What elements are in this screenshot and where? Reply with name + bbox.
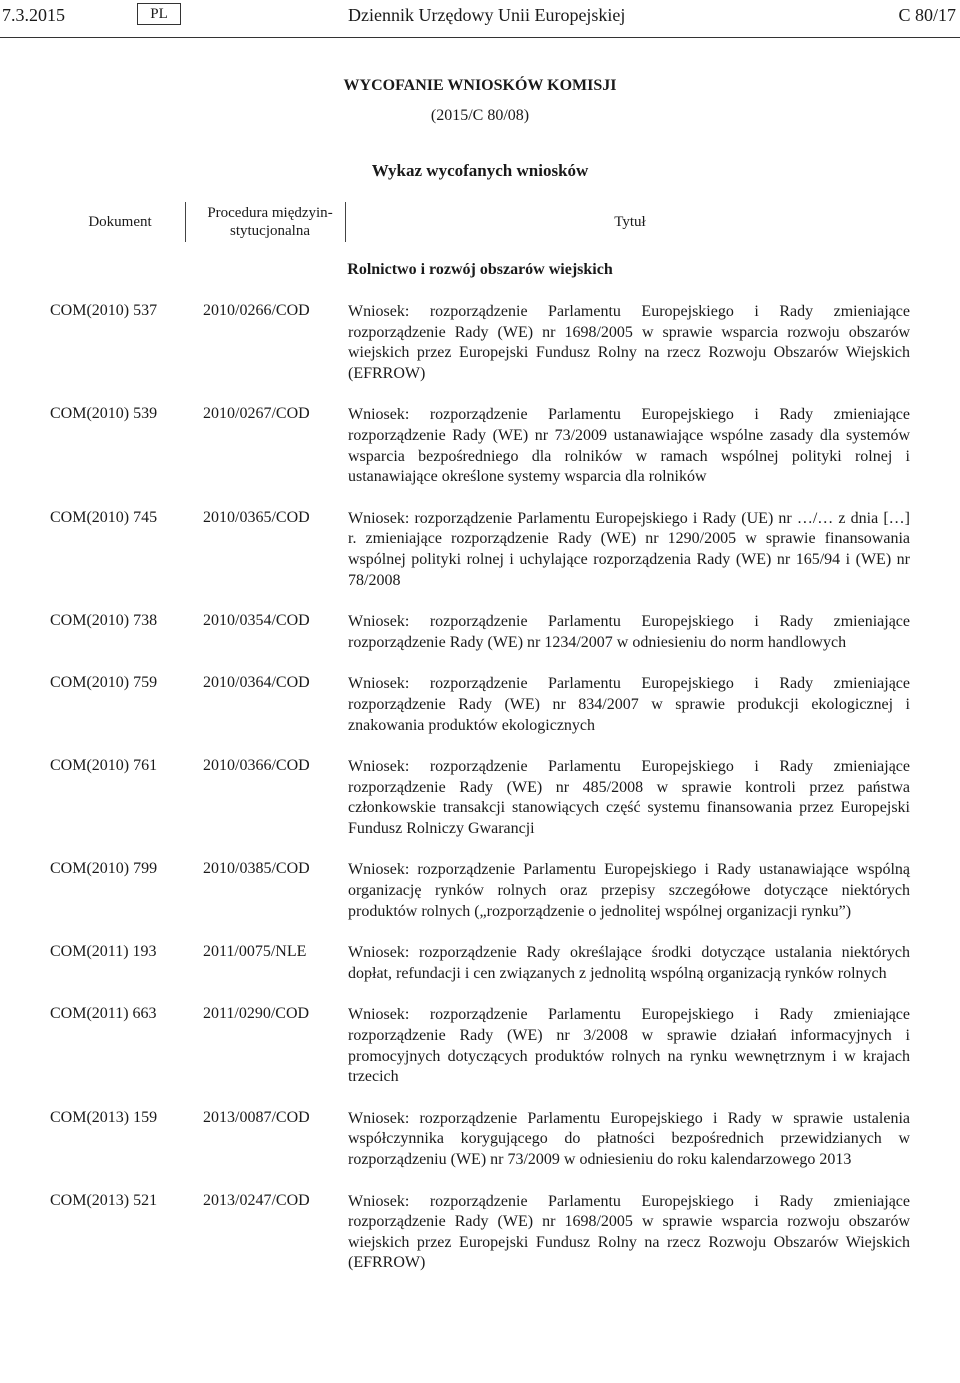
document-number: COM(2011) 193 [50,943,157,961]
proposal-title: Wniosek: rozporządzenie Parlamentu Europejskiego i Rady zmieniające rozporządzenie Rady (WE) nr 1234/2007 w odniesieniu do norm handlowych [348,613,910,651]
proposal-title: Wniosek: rozporządzenie Parlamentu Europejskiego i Rady zmieniające rozporządzenie Rady (WE) nr 3/2008 w sprawie działań informacyjnych i promocyjnych dotyczących produktów rolnych na rynku wewnętrznym i w krajach trzecich [348,1006,910,1086]
document-number: COM(2010) 759 [50,674,158,692]
table-row [0,674,960,736]
proposal-title: Wniosek: rozporządzenie Rady określające środki dotyczące ustalania niektórych dopłat, refundacji i cen związanych z jednolitą wspólną organizacją rynków rolnych [348,944,910,982]
language-badge: PL [137,3,181,25]
column-header-document: Dokument [88,214,152,230]
procedure-number: 2013/0087/COD [203,1108,310,1126]
procedure-number: 2010/0365/COD [203,508,310,526]
proposal-title: Wniosek: rozporządzenie Parlamentu Europejskiego i Rady zmieniające rozporządzenie Rady (WE) nr 834/2007 w sprawie produkcji ekologicznej i znakowania produktów ekologicznych [348,675,910,734]
table-row [0,1109,960,1171]
proposal-title: Wniosek: rozporządzenie Parlamentu Europejskiego i Rady (UE) nr …/… z dnia […] r. zmieniające rozporządzenie Rady (WE) nr 1290/2005 w sprawie finansowania wspólnej polityki rolnej i uchylające rozporządzenia Rady (WE) nr 165/94 i (WE) nr 78/2008 [348,509,910,589]
document-number: COM(2013) 521 [50,1191,158,1209]
document-number: COM(2010) 537 [50,302,158,319]
table-row [0,509,960,591]
procedure-number: 2011/0290/COD [203,1005,310,1023]
proposal-title: Wniosek: rozporządzenie Parlamentu Europejskiego i Rady zmieniające rozporządzenie Rady (WE) nr 485/2008 w sprawie kontroli przez państwa członkowskie transakcji stanowiących część systemu finansowania przez Europejski Fundusz Rolniczy Gwarancji [348,758,910,837]
procedure-number: 2010/0266/COD [203,302,310,319]
proposal-title: Wniosek: rozporządzenie Parlamentu Europejskiego i Rady zmieniające rozporządzenie Rady (WE) nr 73/2009 ustanawiające wspólne zasady dla systemów wsparcia bezpośredniego dla rolników w ramach wspólnej polityki rolnej i ustanawiające określone systemy wsparcia dla rolników [348,406,910,486]
document-number: COM(2010) 761 [50,757,158,775]
withdrawn-proposals-table [0,302,960,1274]
document-number: COM(2013) 159 [50,1108,158,1126]
section-heading: Rolnictwo i rozwój obszarów wiejskich [347,261,613,278]
journal-title: Dziennik Urzędowy Unii Europejskiej [348,5,626,25]
page-reference: C 80/17 [898,5,956,25]
header-divider [0,37,960,38]
proposal-title: Wniosek: rozporządzenie Parlamentu Europejskiego i Rady w sprawie ustalenia współczynnika korygującego do płatności bezpośrednich przewidzianych w rozporządzeniu (WE) nr 73/2009 w odniesieniu do roku kalendarzowego 2013 [348,1109,910,1168]
document-subtitle: Wykaz wycofanych wniosków [371,161,589,180]
table-row [0,757,960,839]
table-row [0,860,960,922]
procedure-number: 2010/0354/COD [203,612,310,630]
publication-date: 7.3.2015 [2,5,65,25]
procedure-number: 2010/0267/COD [203,405,310,423]
procedure-number: 2011/0075/NLE [203,943,307,961]
document-number: COM(2010) 745 [50,508,158,526]
procedure-number: 2010/0364/COD [203,674,310,692]
table-row [0,612,960,653]
page-header [0,0,960,44]
proposal-title: Wniosek: rozporządzenie Parlamentu Europejskiego i Rady zmieniające rozporządzenie Rady (WE) nr 1698/2005 w sprawie wsparcia rozwoju obszarów wiejskich przez Europejski Fundusz Rolny na rzecz Rozwoju Obszarów Wiejskich (EFRROW) [348,303,910,382]
column-header-procedure: Procedura międzyinstytucjonalna [207,205,333,239]
document-title: WYCOFANIE WNIOSKÓW KOMISJI [343,77,617,94]
procedure-number: 2013/0247/COD [203,1191,310,1209]
proposal-title: Wniosek: rozporządzenie Parlamentu Europejskiego i Rady zmieniające rozporządzenie Rady (WE) nr 1698/2005 w sprawie wsparcia rozwoju obszarów wiejskich przez Europejski Fundusz Rolny na rzecz Rozwoju Obszarów Wiejskich (EFRROW) [348,1192,910,1272]
document-number: COM(2010) 799 [50,860,158,878]
column-divider [345,202,346,242]
table-row [0,1192,960,1274]
proposal-title: Wniosek: rozporządzenie Parlamentu Europejskiego i Rady ustanawiające wspólną organizację rynków rolnych oraz przepisy szczegółowe dotyczące niektórych produktów rolnych („rozporządzenie o jednolitej wspólnej organizacji rynku”) [348,861,910,920]
table-row [0,302,960,384]
document-number: COM(2010) 738 [50,612,158,630]
document-reference: (2015/C 80/08) [430,107,530,124]
procedure-number: 2010/0366/COD [203,757,310,775]
column-header-title: Tytuł [614,214,646,230]
document-number: COM(2010) 539 [50,405,158,423]
table-row [0,405,960,487]
column-divider [185,202,186,242]
procedure-number: 2010/0385/COD [203,860,310,878]
table-row [0,943,960,984]
document-number: COM(2011) 663 [50,1005,157,1023]
table-row [0,1005,960,1087]
